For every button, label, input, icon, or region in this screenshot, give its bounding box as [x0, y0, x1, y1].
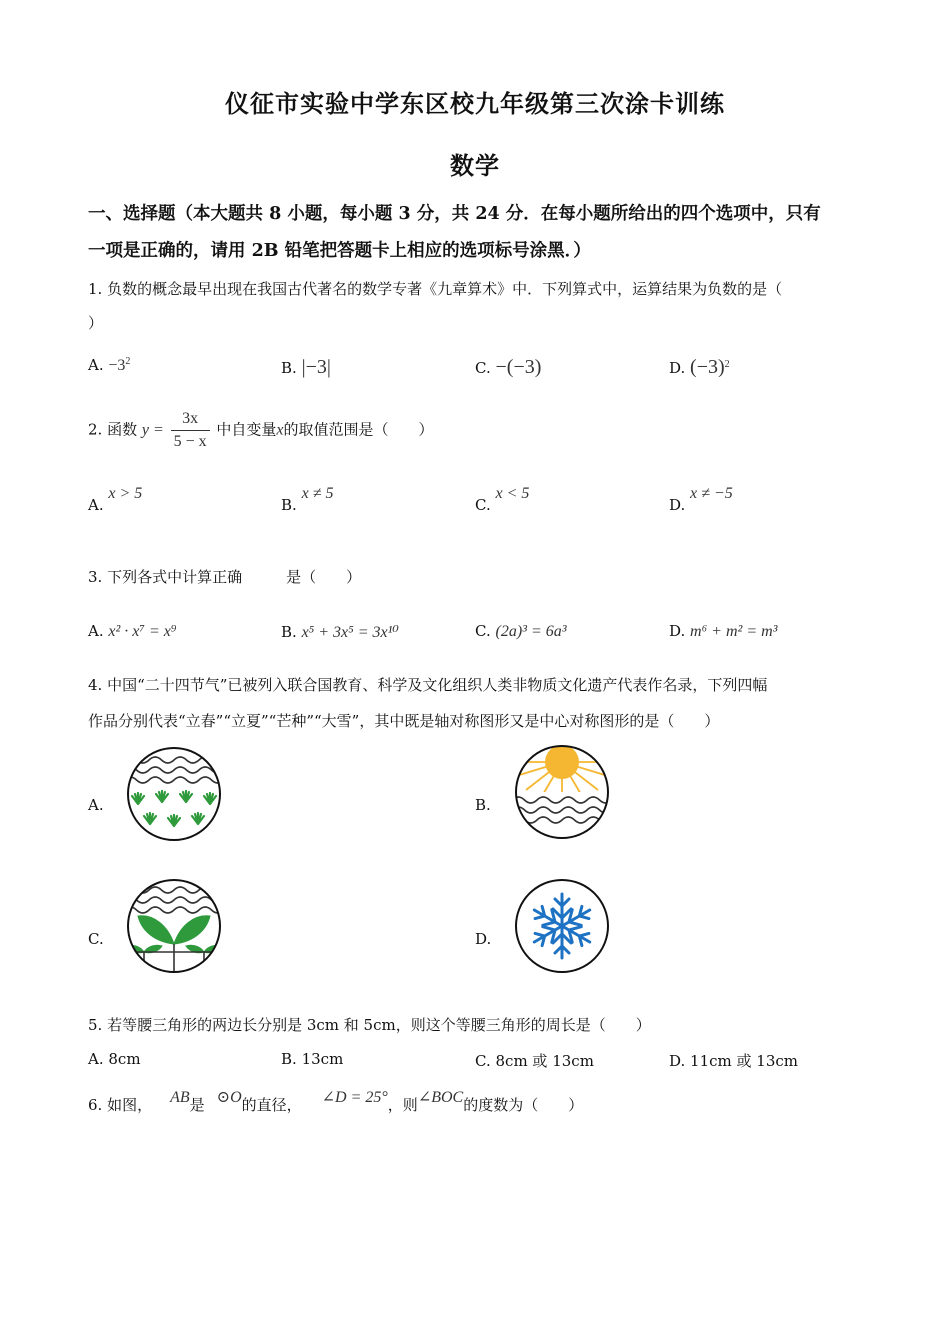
q5-option-c[interactable] [475, 1050, 594, 1071]
daxue-snowflake-icon[interactable] [512, 876, 612, 976]
q4-option-d-letter[interactable]: D. [475, 930, 492, 948]
q1-option-a-expr: −3 [108, 357, 126, 374]
section-heading-line1: 一、选择题（本大题共 8 小题，每小题 3 分，共 24 分．在每小题所给出的四个选项中，只有 [88, 204, 821, 224]
q3-option-b[interactable] [281, 622, 399, 642]
q5-option-a-letter: A. [88, 1050, 104, 1068]
q4-stem-line1: 4. 中国“二十四节气”已被列入联合国教育、科学及文化组织人类非物质文化遗产代表作名录，下列四幅 [88, 676, 768, 694]
q2-option-c-expr: x < 5 [495, 485, 530, 502]
q2-option-b-letter: B. [281, 496, 297, 514]
exam-title: 仪征市实验中学东区校九年级第三次涂卡训练 [225, 89, 725, 118]
q6-math-angle-boc: ∠BOC [417, 1089, 464, 1106]
q1-option-d[interactable] [669, 356, 730, 379]
q6-text-4: 的度数为（ ） [463, 1096, 584, 1114]
q2-option-b[interactable] [281, 485, 334, 515]
q1-option-d-letter: D. [669, 359, 686, 377]
q4-option-a-letter[interactable]: A. [88, 796, 104, 814]
q1-option-c-letter: C. [475, 359, 491, 377]
q5-option-c-letter: C. [475, 1052, 491, 1070]
q2-option-a[interactable] [88, 485, 143, 515]
q2-option-a-expr: x > 5 [108, 485, 143, 502]
exam-subject: 数学 [450, 151, 500, 180]
q5-option-c-expr: 8cm 或 13cm [495, 1052, 594, 1070]
section-heading-line2: 一项是正确的，请用 2B 铅笔把答题卡上相应的选项标号涂黑．） [88, 241, 591, 261]
q2-stem-mid: 中自变量 [216, 420, 277, 439]
q5-option-d-expr: 11cm 或 13cm [690, 1052, 799, 1070]
q3-option-c[interactable] [475, 622, 567, 641]
mangzhong-emblem-icon[interactable] [124, 876, 224, 976]
q6-math-angle-d: ∠D = 25° [321, 1089, 388, 1106]
q2-option-c-letter: C. [475, 496, 491, 514]
q2-stem-post: 的取值范围是（ ） [283, 420, 434, 439]
q5-option-b[interactable] [281, 1050, 343, 1068]
q1-stem-line2: ） [88, 314, 104, 332]
q1-stem-line1: 1. 负数的概念最早出现在我国古代著名的数学专著《九章算术》中．下列算式中，运算结果为负数的是（ [88, 280, 783, 298]
q2-stem [88, 408, 868, 453]
q3-stem-a: 3. 下列各式中计算正确 [88, 568, 243, 586]
q6-math-circle-o: ⊙O [216, 1089, 242, 1106]
q2-fraction-denominator: 5 − x [173, 433, 207, 450]
q1-option-d-sup: 2 [724, 359, 730, 370]
q1-option-b-letter: B. [281, 359, 297, 377]
lichun-emblem-icon[interactable] [124, 744, 224, 844]
q2-variable: x [276, 421, 284, 439]
q3-option-d-letter: D. [669, 622, 686, 640]
q5-option-a-expr: 8cm [108, 1050, 141, 1068]
q1-option-b-expr: |−3| [301, 356, 331, 378]
lixia-emblem-icon[interactable] [512, 742, 612, 842]
q6-text-2: 的直径， [241, 1096, 302, 1114]
q5-option-b-letter: B. [281, 1050, 297, 1068]
q2-option-d[interactable] [669, 485, 733, 515]
q6-text-3: ，则 [387, 1096, 418, 1114]
q3-option-a-letter: A. [88, 622, 104, 640]
q2-option-a-letter: A. [88, 496, 104, 514]
q2-option-d-expr: x ≠ −5 [690, 485, 733, 502]
q5-option-d-letter: D. [669, 1052, 686, 1070]
q3-option-b-letter: B. [281, 623, 297, 641]
q3-option-d-expr: m⁶ + m² = m³ [690, 623, 778, 640]
q2-option-c[interactable] [475, 485, 530, 515]
q6-stem [88, 1088, 868, 1123]
q1-option-a-sup: 2 [125, 356, 131, 367]
q3-stem [88, 560, 868, 594]
q2-option-b-expr: x ≠ 5 [301, 485, 334, 502]
q3-option-a[interactable] [88, 622, 176, 641]
q2-stem-pre: 2. 函数 [88, 420, 138, 439]
q1-option-c[interactable] [475, 356, 541, 379]
q5-option-b-expr: 13cm [301, 1050, 344, 1068]
q1-option-a-letter: A. [88, 356, 104, 374]
q4-option-c-letter[interactable]: C. [88, 930, 104, 948]
q1-option-c-expr: −(−3) [495, 356, 542, 378]
q6-text-1: 是 [189, 1096, 205, 1114]
q6-stem-pre: 6. 如图， [88, 1096, 153, 1114]
q1-option-b[interactable] [281, 356, 331, 379]
q2-option-d-letter: D. [669, 496, 686, 514]
q2-fraction-numerator: 3x [171, 408, 210, 431]
q2-fraction [171, 408, 210, 453]
q4-option-b-letter[interactable]: B. [475, 796, 491, 814]
q3-option-a-expr: x² · x⁷ = x⁹ [108, 623, 177, 640]
q4-stem-line2: 作品分别代表“立春”“立夏”“芒种”“大雪”，其中既是轴对称图形又是中心对称图形的是（ ） [88, 712, 720, 730]
q5-option-d[interactable] [669, 1050, 798, 1071]
q1-option-a[interactable] [88, 356, 130, 375]
q2-function-y: y = [141, 421, 164, 439]
q3-option-d[interactable] [669, 622, 777, 641]
q5-option-a[interactable] [88, 1050, 141, 1068]
q3-option-c-letter: C. [475, 622, 491, 640]
q1-option-d-expr: (−3) [690, 356, 725, 378]
q5-stem: 5. 若等腰三角形的两边长分别是 3cm 和 5cm，则这个等腰三角形的周长是（ ） [88, 1016, 651, 1034]
q6-math-ab: AB [170, 1089, 190, 1106]
q3-option-c-expr: (2a)³ = 6a³ [495, 623, 567, 640]
q3-option-b-expr: x⁵ + 3x⁵ = 3x¹⁰ [301, 624, 399, 641]
q3-stem-b: 是（ ） [286, 568, 362, 586]
